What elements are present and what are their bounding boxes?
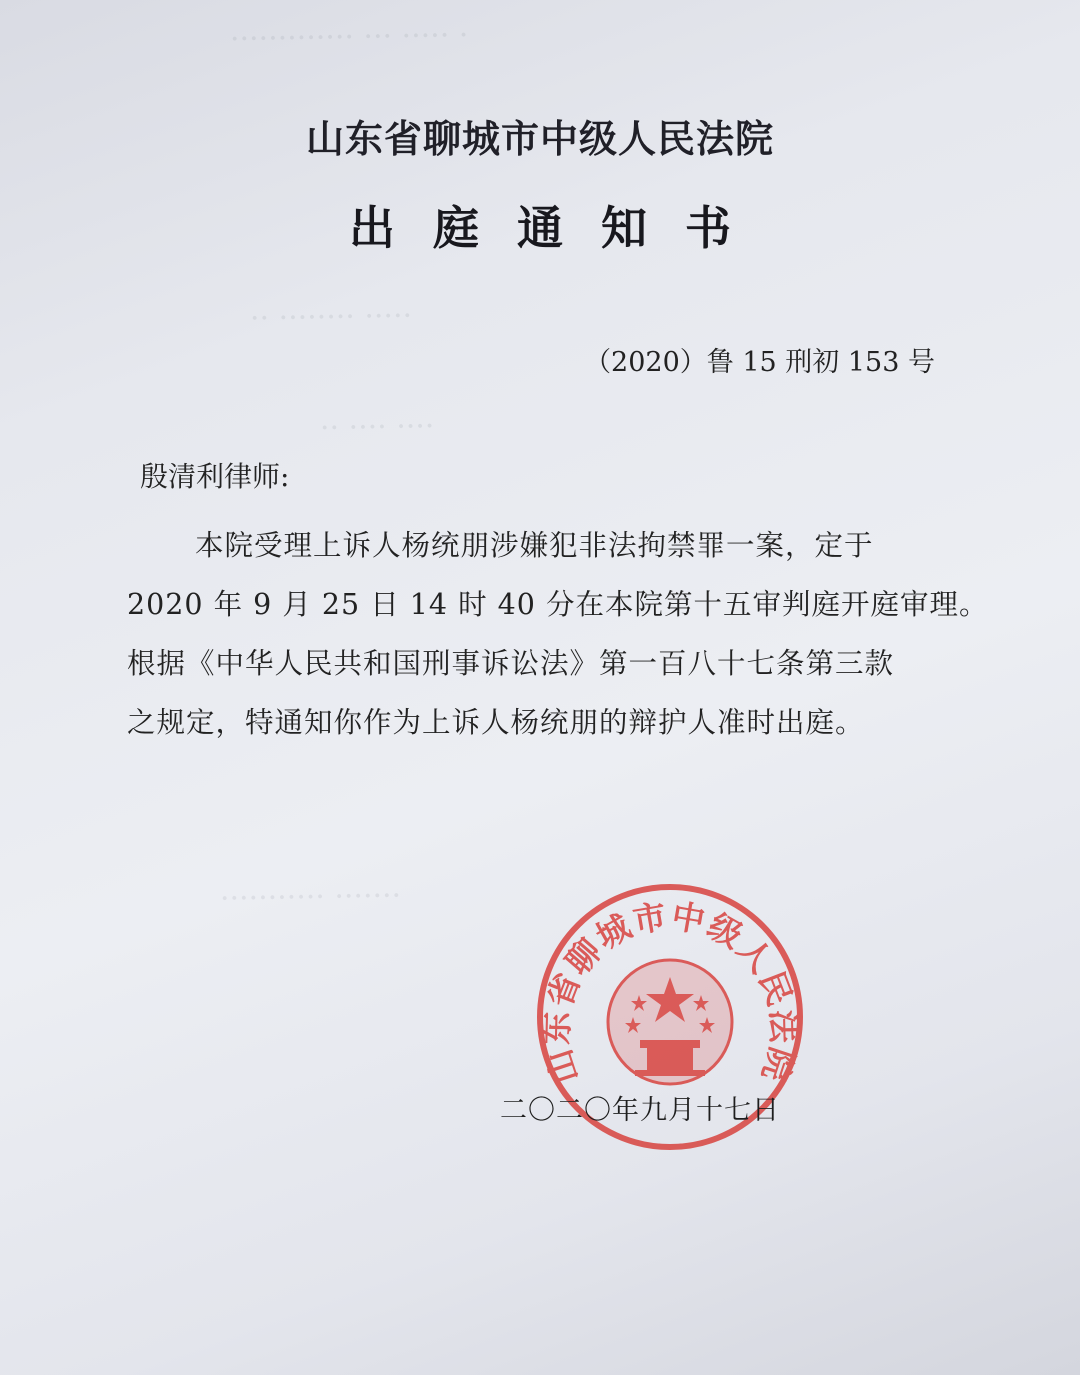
- notice-body: [127, 516, 989, 752]
- issue-date: 二〇二〇年九月十七日: [500, 1095, 780, 1126]
- body-line: 本院受理上诉人杨统朋涉嫌犯非法拘禁罪一案，定于: [195, 529, 874, 562]
- show-through-text: ·· ········ ·····: [249, 298, 413, 337]
- court-name: 山东省聊城市中级人民法院: [305, 116, 774, 161]
- body-line: 根据《中华人民共和国刑事诉讼法》第一百八十七条第三款: [127, 647, 895, 680]
- show-through-text: ··········· ·······: [219, 878, 402, 917]
- national-emblem-icon: [608, 960, 732, 1084]
- seal-text: 山东省聊城市中级人民法院: [536, 896, 804, 1089]
- case-number: （2020）鲁 15 刑初 153 号: [584, 347, 935, 378]
- body-line: 之规定，特通知你作为上诉人杨统朋的辩护人准时出庭。: [127, 706, 865, 739]
- show-through-text: ·· ···· ····: [319, 409, 435, 446]
- salutation: 殷清利律师:: [140, 460, 290, 493]
- document-title: 出庭通知书: [349, 201, 769, 255]
- body-line: 2020 年 9 月 25 日 14 时 40 分在本院第十五审判庭开庭审理。: [127, 588, 989, 621]
- show-through-text: ············· ··· ····· ·: [229, 17, 469, 58]
